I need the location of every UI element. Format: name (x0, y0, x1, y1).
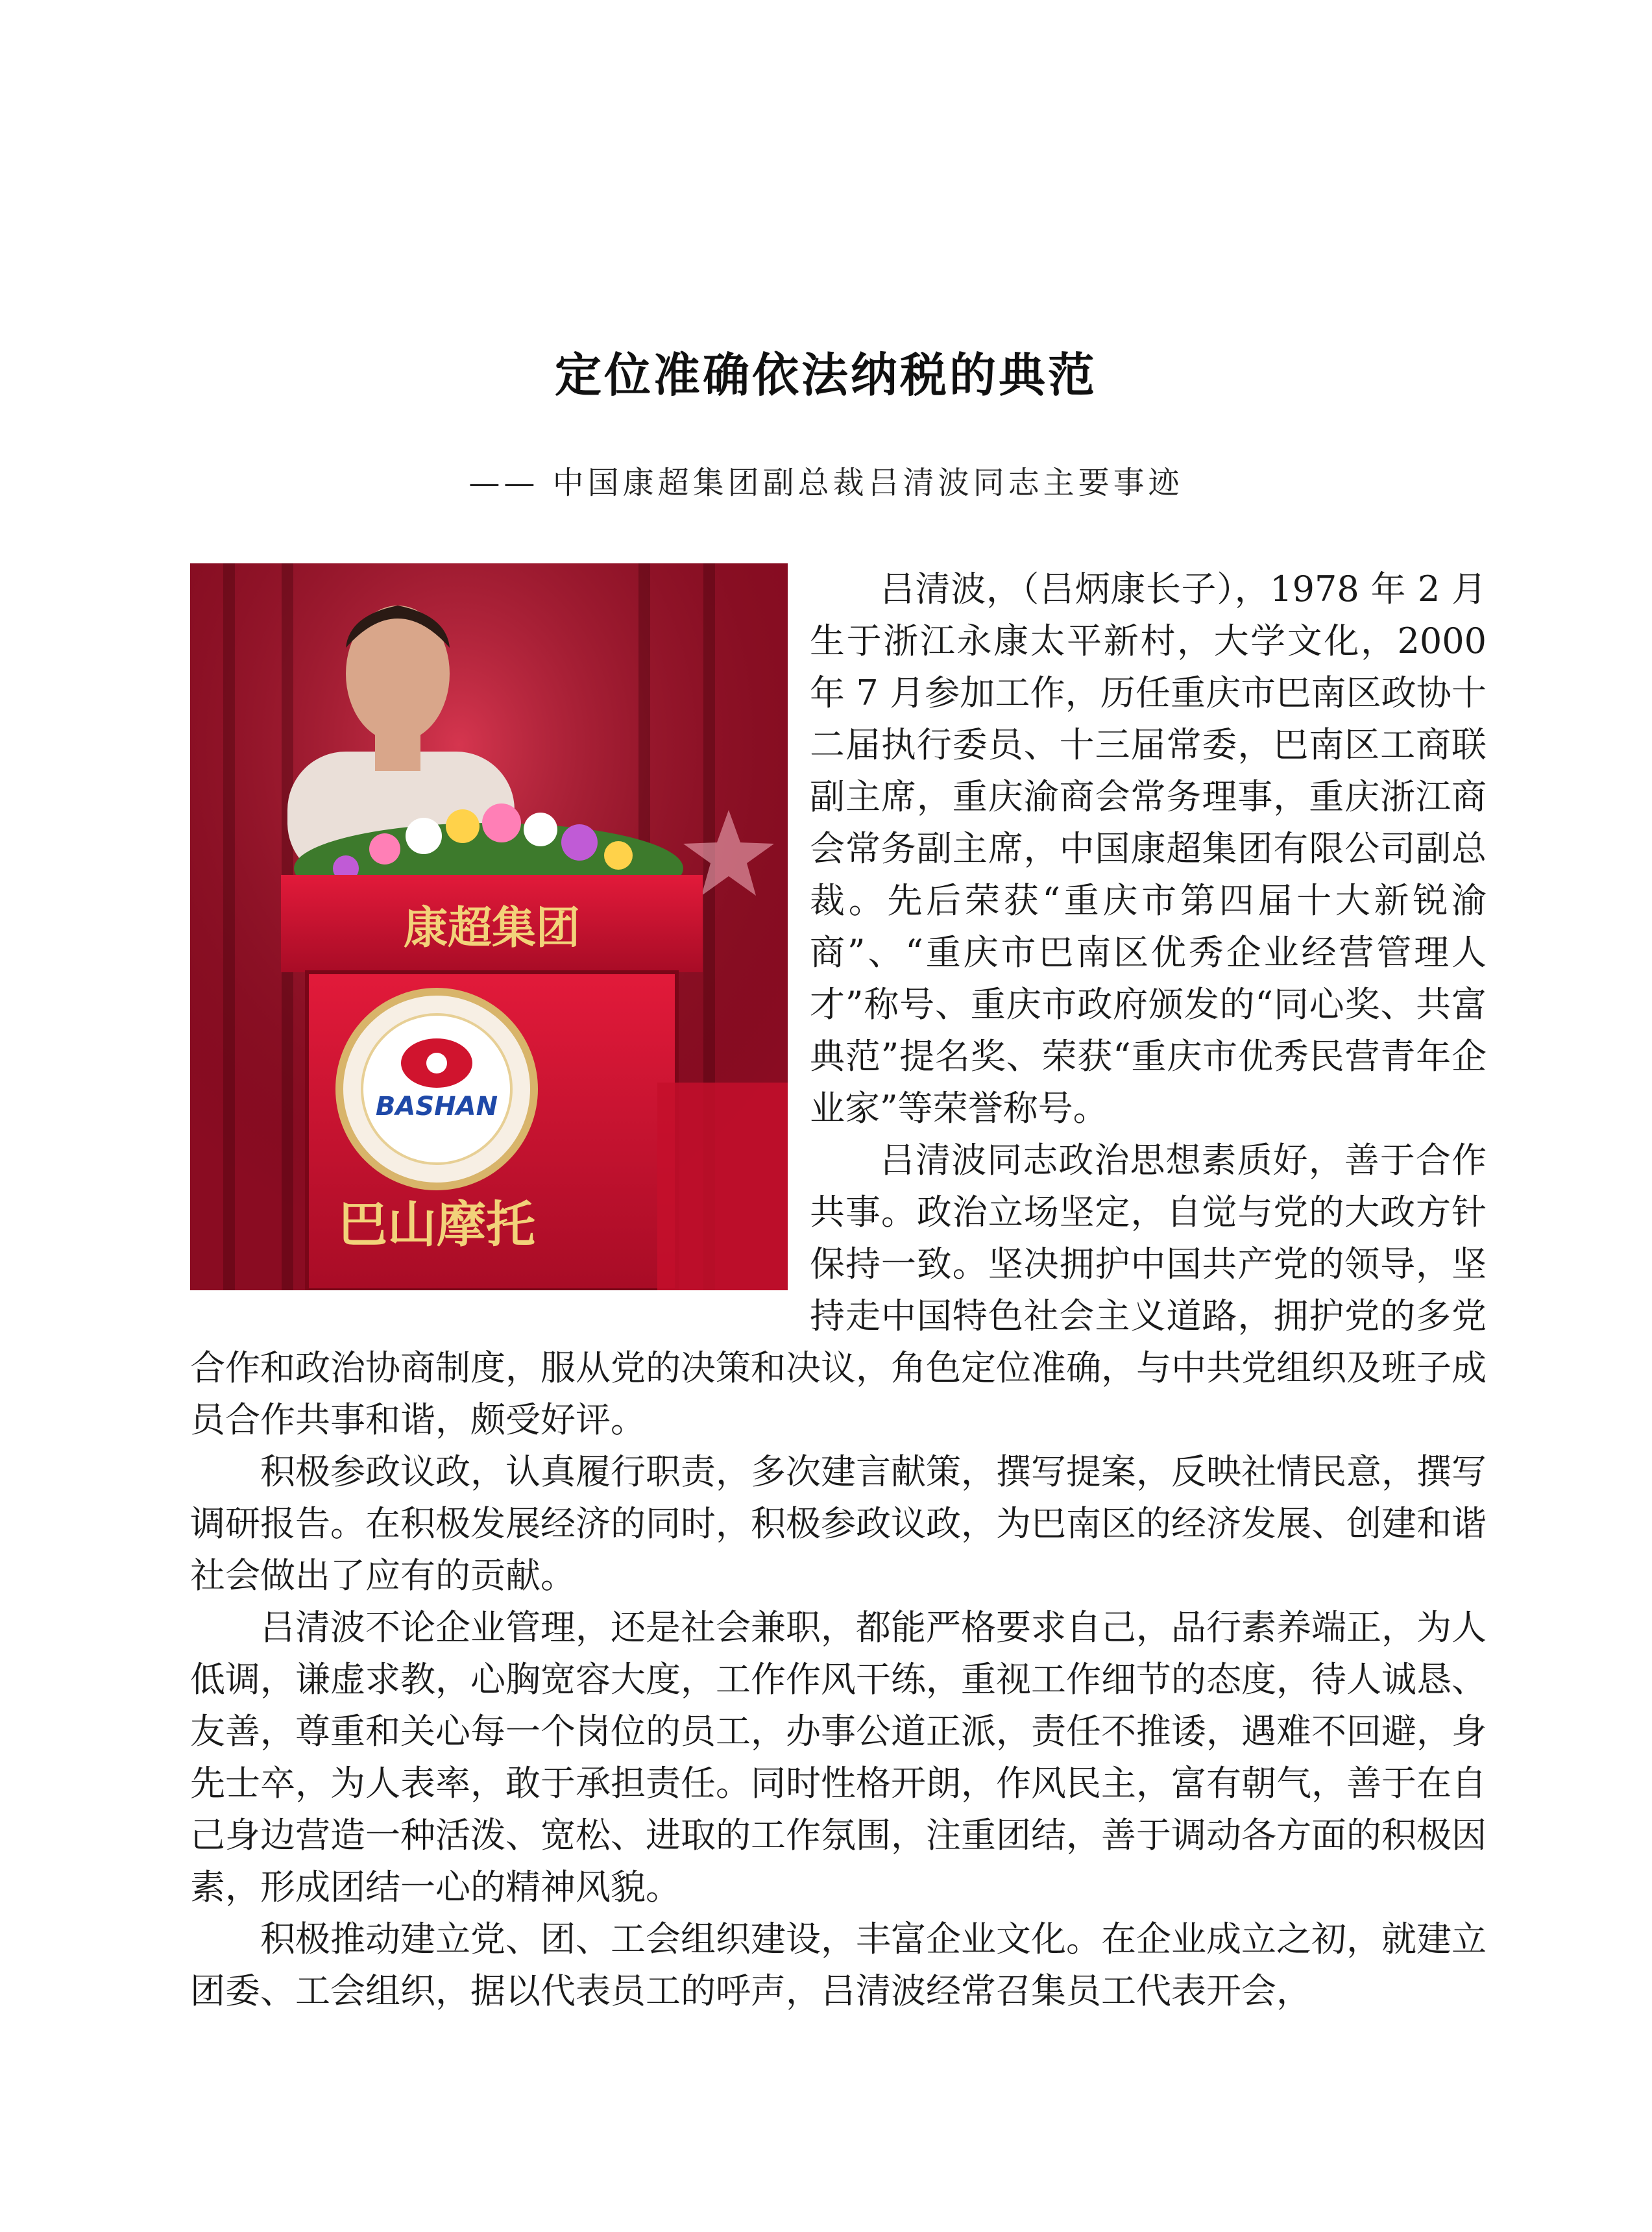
paragraph-4: 吕清波不论企业管理，还是社会兼职，都能严格要求自己，品行素养端正，为人低调，谦虚求教，心胸宽容大度，工作作风干练，重视工作细节的态度，待人诚恳、友善，尊重和关心每一个岗位的员工，办事公道正派，责任不推诿，遇难不回避，身先士卒，为人表率，敢于承担责任。同时性格开朗，作风民主，富有朝气，善于在自己身边营造一种活泼、宽松、进取的工作氛围，注重团结，善于调动各方面的积极因素，形成团结一心的精神风貌。 (190, 1607, 1487, 1907)
paragraph-5: 积极推动建立党、团、工会组织建设，丰富企业文化。在企业成立之初，就建立团委、工会组织，据以代表员工的呼声，吕清波经常召集员工代表开会， (190, 1919, 1487, 2011)
photo-wrap-spacer (190, 563, 810, 1303)
podium-banner-text: 康超集团 (403, 903, 581, 954)
article-title: 定位准确依法纳税的典范 (554, 348, 1097, 402)
logo-text: BASHAN (375, 1092, 498, 1122)
article-body (190, 563, 1487, 2017)
paragraph-1: 吕清波，（吕炳康长子），1978 年 2 月生于浙江永康太平新村，大学文化，2000 年 7 月参加工作，历任重庆市巴南区政协十二届执行委员、十三届常委，巴南区工商联副主席，重庆渝商会常务理事，重庆浙江商会常务副主席，中国康超集团有限公司副总裁。先后荣获“重庆市第四届十大新锐渝商”、“重庆市巴南区优秀企业经营管理人才”称号、重庆市政府颁发的“同心奖、共富典范”提名奖、荣获“重庆市优秀民营青年企业家”等荣誉称号。 (810, 569, 1487, 1129)
paragraph-2: 吕清波同志政治思想素质好，善于合作共事。政治立场坚定，自觉与党的大政方针保持一致。坚决拥护中国共产党的领导，坚持走中国特色社会主义道路，拥护党的多党合作和政治协商制度，服从党的决策和决议，角色定位准确，与中共党组织及班子成员合作共事和谐，颇受好评。 (190, 1140, 1487, 1440)
podium-bottom-text: 巴山摩托 (338, 1196, 535, 1253)
paragraph-3: 积极参政议政，认真履行职责，多次建言献策，撰写提案，反映社情民意，撰写调研报告。在积极发展经济的同时，积极参政议政，为巴南区的经济发展、创建和谐社会做出了应有的贡献。 (190, 1451, 1487, 1596)
article-subtitle: —— 中国康超集团副总裁吕清波同志主要事迹 (468, 465, 1184, 501)
